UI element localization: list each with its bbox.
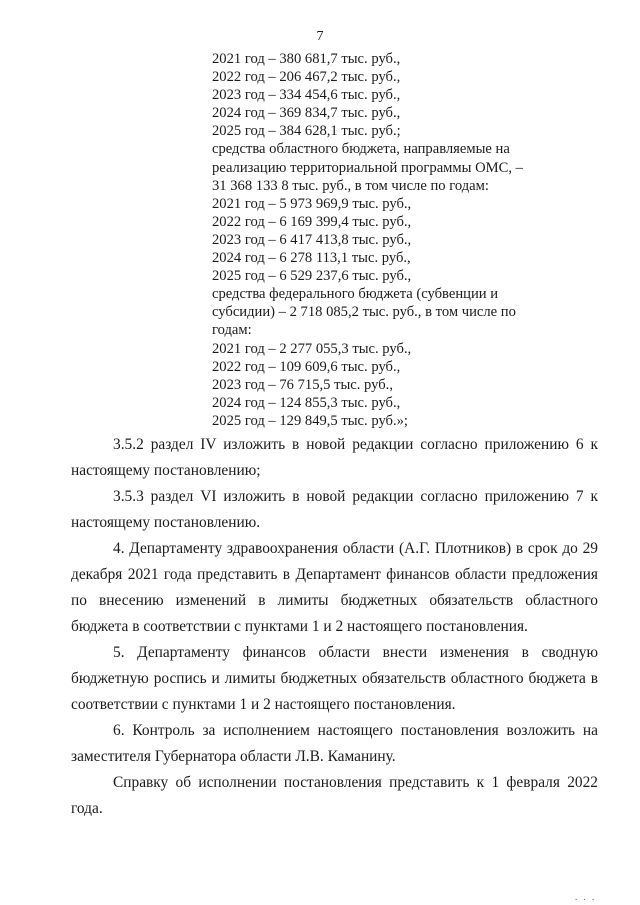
funding-line: 2024 год – 6 278 113,1 тыс. руб., [212,250,411,267]
funding-line: 2022 год – 206 467,2 тыс. руб., [212,69,401,86]
paragraph-3-5-2: 3.5.2 раздел IV изложить в новой редакции согласно приложению 6 к настоящему постановлению; [71,436,598,479]
funding-line: 2021 год – 2 277 055,3 тыс. руб., [212,340,412,357]
paragraph-6: 6. Контроль за исполнением настоящего постановления возложить на заместителя Губернатора области Л.В. Каманину. [71,722,598,765]
paragraph-closing: Справку об исполнении постановления представить к 1 февраля 2022 года. [71,774,598,817]
funding-line: 2021 год – 5 973 969,9 тыс. руб., [212,195,412,212]
funding-line: средства федерального бюджета (субвенции и [212,286,499,303]
funding-line: 2024 год – 369 834,7 тыс. руб., [212,105,401,122]
funding-line: 2024 год – 124 855,3 тыс. руб., [212,394,401,411]
paragraph-3-5-3: 3.5.3 раздел VI изложить в новой редакции согласно приложению 7 к настоящему постановлению. [71,488,598,531]
funding-line: 2022 год – 109 609,6 тыс. руб., [212,358,401,375]
funding-line: 2025 год – 384 628,1 тыс. руб.; [212,123,401,140]
funding-line: 2022 год – 6 169 399,4 тыс. руб., [212,213,412,230]
funding-line: 31 368 133 8 тыс. руб., в том числе по годам: [212,177,489,194]
page-number: 7 [316,29,324,44]
funding-line: средства областного бюджета, направляемые на [212,141,510,158]
funding-line: реализацию территориальной программы ОМС, – [212,159,523,176]
paragraph-5: 5. Департаменту финансов области внести изменения в сводную бюджетную роспись и лимиты бюджетных обязательств областного бюджета в соответствии с пунктами 1 и 2 настоящего постановления. [71,644,598,713]
paragraph-4: 4. Департаменту здравоохранения области (А.Г. Плотников) в срок до 29 декабря 2021 года представить в Департамент финансов области предложения по внесению изменений в лимиты бюджетных обязательств областного бюджета в соответствии с пунктами 1 и 2 настоящего постановления. [71,540,598,635]
funding-line: 2025 год – 6 529 237,6 тыс. руб., [212,268,412,285]
corner-mark: . . . [575,892,597,902]
funding-list [212,50,552,430]
funding-line: 2023 год – 6 417 413,8 тыс. руб., [212,231,412,248]
funding-line: субсидии) – 2 718 085,2 тыс. руб., в том числе по [212,304,516,321]
funding-line: годам: [212,322,252,339]
funding-line: 2021 год – 380 681,7 тыс. руб., [212,51,401,67]
funding-line: 2023 год – 334 454,6 тыс. руб., [212,87,401,104]
funding-line: 2025 год – 129 849,5 тыс. руб.»; [212,412,408,429]
funding-line: 2023 год – 76 715,5 тыс. руб., [212,376,393,393]
